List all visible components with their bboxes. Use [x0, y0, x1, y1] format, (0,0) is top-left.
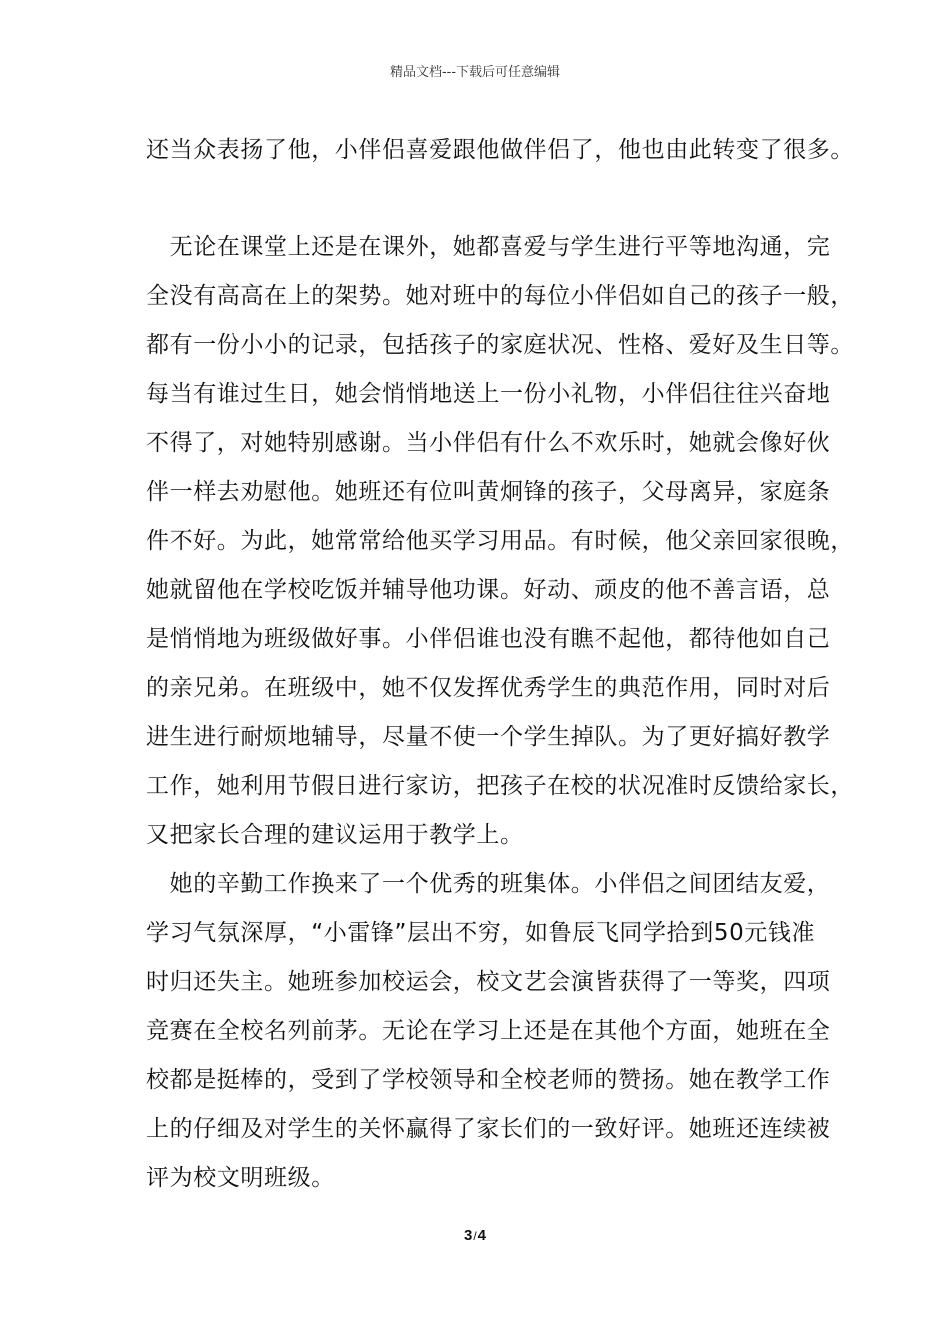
text-line: 还当众表扬了他，小伴侣喜爱跟他做伴侣了，他也由此转变了很多。	[146, 137, 854, 163]
total-pages-number: 4	[477, 1227, 487, 1244]
page-separator: /	[473, 1229, 477, 1243]
text-line: 的亲兄弟。在班级中，她不仅发挥优秀学生的典范作用，同时对后	[146, 675, 831, 701]
document-body	[146, 126, 854, 1203]
text-line: 她就留他在学校吃饭并辅导他功课。好动、顽皮的他不善言语，总	[146, 577, 831, 603]
text-line: 每当有谁过生日，她会悄悄地送上一份小礼物，小伴侣往往兴奋地	[146, 381, 831, 407]
text-line: 学习气氛深厚，“小雷锋”层出不穷，如鲁辰飞同学拾到50元钱准	[146, 920, 816, 946]
text-line: 评为校文明班级。	[146, 1165, 335, 1191]
text-line: 是悄悄地为班级做好事。小伴侣谁也没有瞧不起他，都待他如自己	[146, 626, 831, 652]
text-line: 校都是挺棒的，受到了学校领导和全校老师的赞扬。她在教学工作	[146, 1067, 831, 1093]
page-number	[0, 1226, 950, 1246]
text-line: 件不好。为此，她常常给他买学习用品。有时候，他父亲回家很晚，	[146, 528, 854, 554]
text-line: 全没有高高在上的架势。她对班中的每位小伴侣如自己的孩子一般，	[146, 283, 854, 309]
text-line: 进生进行耐烦地辅导，尽量不使一个学生掉队。为了更好搞好教学	[146, 724, 831, 750]
text-line: 工作，她利用节假日进行家访，把孩子在校的状况准时反馈给家长，	[146, 773, 854, 799]
text-line: 她的辛勤工作换来了一个优秀的班集体。小伴侣之间团结友爱，	[146, 871, 831, 897]
text-line: 竞赛在全校名列前茅。无论在学习上还是在其他个方面，她班在全	[146, 1018, 831, 1044]
paragraph-gap	[146, 175, 836, 223]
text-line: 伴一样去劝慰他。她班还有位叫黄炯锋的孩子，父母离异，家庭条	[146, 479, 831, 505]
page-header: 精品文档---下载后可任意编辑	[389, 65, 561, 80]
current-page-number: 3	[463, 1227, 473, 1244]
paragraph-2	[146, 223, 854, 860]
text-line: 无论在课堂上还是在课外，她都喜爱与学生进行平等地沟通，完	[146, 234, 831, 260]
text-line: 上的仔细及对学生的关怀赢得了家长们的一致好评。她班还连续被	[146, 1116, 831, 1142]
text-line: 不得了，对她特别感谢。当小伴侣有什么不欢乐时，她就会像好伙	[146, 430, 831, 456]
text-line: 都有一份小小的记录，包括孩子的家庭状况、性格、爱好及生日等。	[146, 332, 854, 358]
paragraph-3	[146, 860, 836, 1203]
text-line: 又把家长合理的建议运用于教学上。	[146, 822, 524, 848]
paragraph-1	[146, 126, 854, 175]
text-line: 时归还失主。她班参加校运会，校文艺会演皆获得了一等奖，四项	[146, 969, 831, 995]
